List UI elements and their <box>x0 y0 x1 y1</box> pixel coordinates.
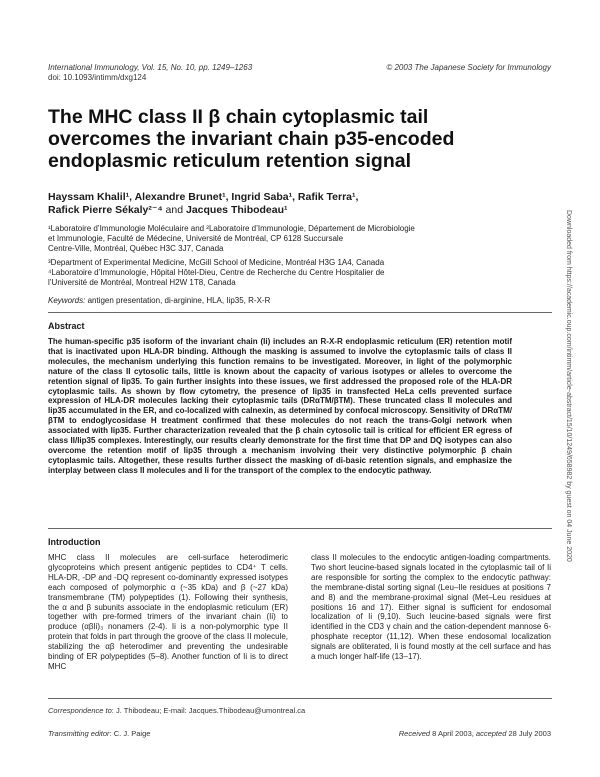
doi: doi: 10.1093/intimm/dxg124 <box>48 73 147 82</box>
download-notice: Downloaded from https://academic.oup.com/intimm/article-abstract/15/10/1249/658982 by guest on 04 June 2020 <box>565 210 572 562</box>
keywords-text: antigen presentation, di-arginine, HLA, Iip35, R-X-R <box>85 296 271 305</box>
author-thibodeau: Jacques Thibodeau¹ <box>186 204 288 216</box>
paper-title: The MHC class II β chain cytoplasmic tail overcomes the invariant chain p35-encoded endoplasmic reticulum retention signal <box>48 106 455 172</box>
editor-label: Transmitting editor <box>48 729 110 738</box>
correspondence-text: : J. Thibodeau; E-mail: Jacques.Thibodeau@umontreal.ca <box>111 706 306 715</box>
received-label: Received <box>398 729 431 738</box>
abstract-text: The human-specific p35 isoform of the invariant chain (Ii) includes an R-X-R endoplasmic reticulum (ER) retention motif that is inactivated upon HLA-DR binding. Although the masking is assumed to involve the cytoplasmic tails of class II molecules, the mechanism underlying this function remains to be investigated. Moreover, in light of the polymorphic nature of the class II cytosolic tails, little is known about the capacity of various isotypes or alleles to overcome the retention signal of Iip35. To gain further insights into these issues, we first addressed the proposed role of the HLA-DR cytoplasmic tails. As shown by flow cytometry, the presence of Iip35 in transfected HeLa cells prevented surface expression of HLA-DR molecules lacking their cytoplasmic tails (DRαTM/βTM). These truncated class II molecules and Iip35 accumulated in the ER, and co-localized with calnexin, as determined by confocal microscopy. Sensitivity of DRαTM/βTM to endoglycosidase H treatment confirmed that these molecules do not reach the trans-Golgi network when associated with Iip35. Further characterization revealed that the β chain cytosolic tail is critical for efficient ER egress of class II/Iip35 complexes. Interestingly, our results clearly demonstrate for the first time that DP and DQ isotypes can also overcome the retention motif of Iip35 through a mechanism involving their very distinctive polymorphic β chain cytoplasmic tails. Altogether, these results further dissect the masking of di-basic retention signals, and emphasize the interplay between class II molecules and Ii for the transport of the complex to the endocytic pathway. <box>48 337 512 475</box>
transmitting-editor <box>48 729 150 738</box>
affiliation-line: ³Department of Experimental Medicine, McGill School of Medicine, Montréal H3G 1A4, Canada <box>48 258 385 267</box>
keywords-label: Keywords: <box>48 296 86 305</box>
author-and: and <box>162 204 186 216</box>
author-line-2 <box>48 204 518 217</box>
journal-citation: International Immunology, Vol. 15, No. 10, pp. 1249–1263 <box>48 63 253 72</box>
received-date: 8 April 2003, <box>430 729 476 738</box>
accepted-label: accepted <box>475 729 507 738</box>
intro-column-left: MHC class II molecules are cell-surface heterodimeric glycoproteins which present antigenic peptides to CD4⁺ T cells. HLA-DR, -DP and -DQ represent co-dominantly expressed isotypes each composed of polymorphic α (~35 kDa) and β (~27 kDa) transmembrane (TM) polypeptides (1). Following their synthesis, the α and β subunits associate in the endoplasmic reticulum (ER) together with pre-formed trimers of the invariant chain (Ii) to produce (αβIi)₃ nonamers (2-4). Ii is a non-polymorphic type II protein that folds in part through the groove of the class II molecule, stabilizing the αβ heterodimer and preventing the undesirable binding of ER polypeptides (5–8). Another function of Ii is to direct MHC <box>48 553 288 671</box>
editor-name: : C. J. Paige <box>109 729 151 738</box>
affiliation-line: l’Université de Montréal, Montreal H2W 1T8, Canada <box>48 278 236 287</box>
affiliations <box>48 224 518 288</box>
accepted-date: 28 July 2003 <box>506 729 551 738</box>
correspondence <box>48 706 305 715</box>
introduction-heading: Introduction <box>48 537 101 547</box>
divider <box>48 528 552 529</box>
affiliation-line: et Immunologie, Faculté de Médecine, Université de Montréal, CP 6128 Succursale <box>48 234 344 243</box>
abstract-heading: Abstract <box>48 321 85 331</box>
divider <box>48 312 552 313</box>
affiliation-line: ¹Laboratoire d’Immunologie Moléculaire and ²Laboratoire d’Immunologie, Département de Microbiologie <box>48 224 415 233</box>
copyright: © 2003 The Japanese Society for Immunology <box>386 63 551 72</box>
keywords <box>48 296 518 305</box>
divider <box>48 698 552 699</box>
intro-column-right: class II molecules to the endocytic antigen-loading compartments. Two short leucine-based signals located in the cytoplasmic tail of Ii are responsible for sorting the complex to the endocytic pathway: the membrane-distal sorting signal (Leu–Ile residues at positions 7 and 8) and the membrane-proximal signal (Met–Leu residues at positions 16 and 17). Either signal is sufficient for endosomal localization of Ii (9,10). Such leucine-based signals were first identified in the CD3 γ chain and the cation-dependent mannose 6-phosphate receptor (11,12). When these endosomal localization signals are obliterated, Ii is found mostly at the cell surface and has a much longer half-life (13–17). <box>311 553 551 662</box>
affiliation-line: ⁴Laboratoire d’Immunologie, Hôpital Hôtel-Dieu, Centre de Recherche du Centre Hospitalier de <box>48 268 385 277</box>
affiliation-line: Centre-Ville, Montréal, Québec H3C 3J7, Canada <box>48 244 224 253</box>
author-sekaly: Rafick Pierre Sékaly²⁻⁴ <box>48 204 163 216</box>
correspondence-label: Correspondence to <box>48 706 112 715</box>
author-line-1: Hayssam Khalil¹, Alexandre Brunet¹, Ingrid Saba¹, Rafik Terra¹, <box>48 191 359 203</box>
received-dates <box>399 729 551 738</box>
author-list <box>48 191 518 217</box>
